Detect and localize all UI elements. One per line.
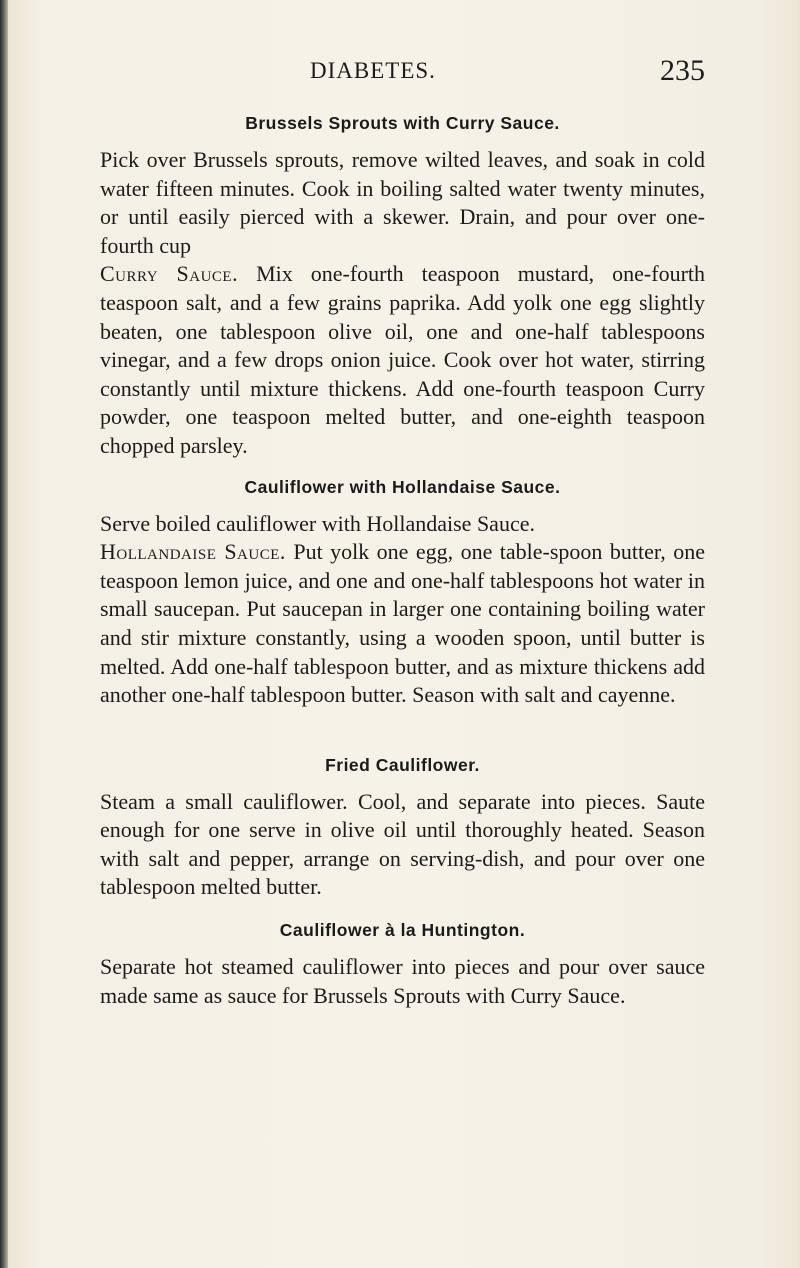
recipe-body-brussels-sprouts: [100, 146, 705, 461]
page-header: [100, 54, 705, 98]
recipe-body-cauliflower-huntington: Separate hot steamed cauliflower into pieces and pour over sauce made same as sauce for Brussels Sprouts with Curry Sauce.: [100, 954, 705, 1008]
recipe-text: Pick over Brussels sprouts, remove wilted leaves, and soak in cold water fifteen minutes. Cook in boiling salted water twenty minutes, or until easily pierced with a skewer. Drain, and pour over one-fourth cup: [100, 147, 705, 258]
running-head: DIABETES.: [310, 58, 436, 83]
recipe-body-fried-cauliflower: Steam a small cauliflower. Cool, and separate into pieces. Saute enough for one serve in olive oil until thoroughly heated. Season with salt and pepper, arrange on serving-dish, and pour over one tablespoon melted butter.: [100, 788, 705, 900]
recipe-heading-fried-cauliflower: Fried Cauliflower.: [325, 754, 480, 775]
recipe-text: Put yolk one egg, one table-spoon butter, one teaspoon lemon juice, and one and one-half tablespoons hot water in small saucepan. Put saucepan in larger one containing boiling water and stir mixture constantly, using a wooden spoon, until butter is melted. Add one-half tablespoon butter, and as mixture thickens add another one-half tablespoon butter. Season with salt and cayenne.: [100, 539, 705, 708]
sauce-name: Curry Sauce.: [100, 261, 239, 287]
recipe-text: Serve boiled cauliflower with Hollandaise Sauce.: [100, 510, 535, 536]
page-content: [100, 113, 705, 1010]
page-number: 235: [660, 54, 705, 87]
recipe-heading-brussels-sprouts: Brussels Sprouts with Curry Sauce.: [245, 113, 560, 133]
recipe-heading-cauliflower-huntington: Cauliflower à la Huntington.: [279, 920, 526, 941]
recipe-body-cauliflower-hollandaise: [100, 510, 705, 710]
recipe-text: Mix one-fourth teaspoon mustard, one-fourth teaspoon salt, and a few grains paprika. Add yolk one egg slightly beaten, one tablespoon olive oil, one and one-half tablespoons vinegar, and a few drops onion juice. Cook over hot water, stirring constantly until mixture thickens. Add one-fourth teaspoon Curry powder, one teaspoon melted butter, and one-eighth teaspoon chopped parsley.: [100, 261, 706, 458]
sauce-name: Hollandaise Sauce.: [100, 539, 286, 565]
recipe-heading-cauliflower-hollandaise: Cauliflower with Hollandaise Sauce.: [244, 476, 561, 497]
page-spine-edge: [0, 0, 8, 1268]
